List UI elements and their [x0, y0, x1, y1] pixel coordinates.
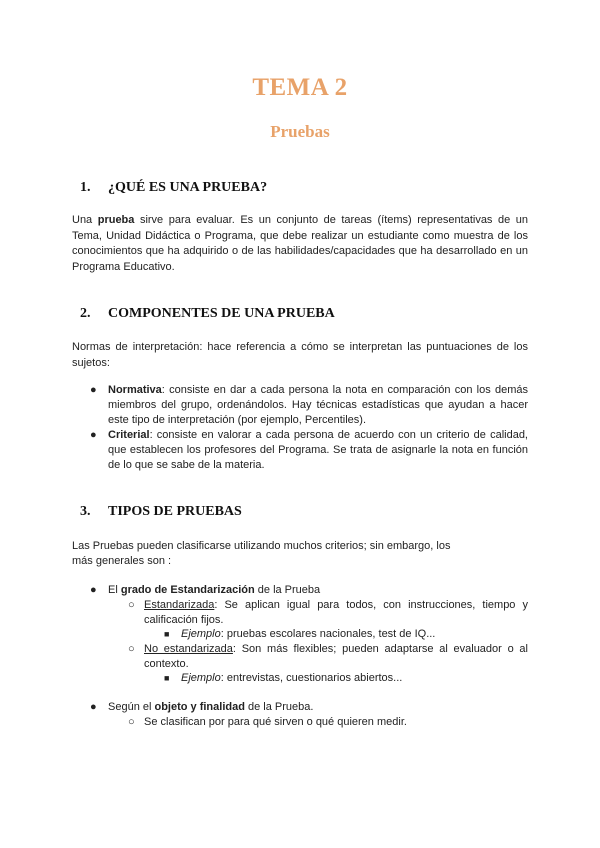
bullet-icon: ●: [90, 584, 97, 596]
square-bullet-icon: ■: [164, 629, 170, 639]
list-item-estandarizacion: ● El grado de Estandarización de la Prueba: [90, 584, 321, 596]
sub-sub-item-ejemplo-1: ■ Ejemplo: pruebas escolares nacionales, test de IQ...: [164, 628, 436, 640]
list-item-objeto-finalidad: ● Según el objeto y finalidad de la Prueba.: [90, 701, 314, 713]
prueba-term: prueba: [97, 214, 135, 226]
square-bullet-icon: ■: [164, 673, 170, 683]
bullet-icon: ●: [90, 701, 97, 713]
section-3-heading: [80, 504, 242, 520]
section-1-heading: [80, 180, 267, 196]
bullet-icon: ●: [90, 429, 97, 441]
sub-item-no-estandarizada: ○ No estandarizada: Son más flexibles; pueden adaptarse al evaluador o al contexto.: [128, 643, 528, 670]
page-subtitle: Pruebas: [270, 122, 330, 141]
interpretation-list: [90, 383, 528, 473]
hollow-bullet-icon: ○: [128, 643, 135, 655]
section-3-title: TIPOS DE PRUEBAS: [108, 504, 242, 519]
hollow-bullet-icon: ○: [128, 716, 135, 728]
sub-sub-item-ejemplo-2: ■ Ejemplo: entrevistas, cuestionarios abiertos...: [164, 672, 403, 684]
bullet-icon: ●: [90, 384, 97, 396]
sub-item-estandarizada: ○ Estandarizada: Se aplican igual para todos, con instrucciones, tiempo y calificación fijos.: [128, 599, 528, 626]
sub-item-clasificacion: ○ Se clasifican por para qué sirven o qué quieren medir.: [128, 716, 407, 728]
section-2-title: COMPONENTES DE UNA PRUEBA: [108, 306, 335, 321]
list-item-criterial: ● Criterial: consiste en valorar a cada persona de acuerdo con un criterio de calidad, que establecen los profesores del Programa. Se trata de asignarle la nota en función de lo que se sabe de la materia.: [90, 429, 528, 471]
list-item-normativa: ● Normativa: consiste en dar a cada persona la nota en comparación con los demás miembros del grupo, ordenándolos. Hay técnicas estadísticas que ayudan a hacer este tipo de interpretación (por ejemplo, Percentiles).: [90, 384, 528, 426]
section-3-number: 3.: [80, 504, 91, 519]
page-title: TEMA 2: [252, 74, 348, 101]
section-2-number: 2.: [80, 306, 91, 321]
section-1-title: ¿QUÉ ES UNA PRUEBA?: [108, 180, 268, 195]
section-2-heading: [80, 306, 335, 322]
section-2-intro: Normas de interpretación: hace referencia a cómo se interpretan las puntuaciones de los sujetos:: [72, 341, 528, 369]
section-1-paragraph: Una prueba sirve para evaluar. Es un conjunto de tareas (ítems) representativas de un Tema, Unidad Didáctica o Programa, que debe realizar un estudiante como muestra de los conocimientos que ha adquirido o de las habilidades/capacidades que ha desarrollado en un Programa Educativo.: [72, 214, 528, 273]
section-3-intro: Las Pruebas pueden clasificarse utilizando muchos criterios; sin embargo, los más generales son :: [72, 540, 451, 567]
hollow-bullet-icon: ○: [128, 599, 135, 611]
section-1-number: 1.: [80, 180, 91, 195]
